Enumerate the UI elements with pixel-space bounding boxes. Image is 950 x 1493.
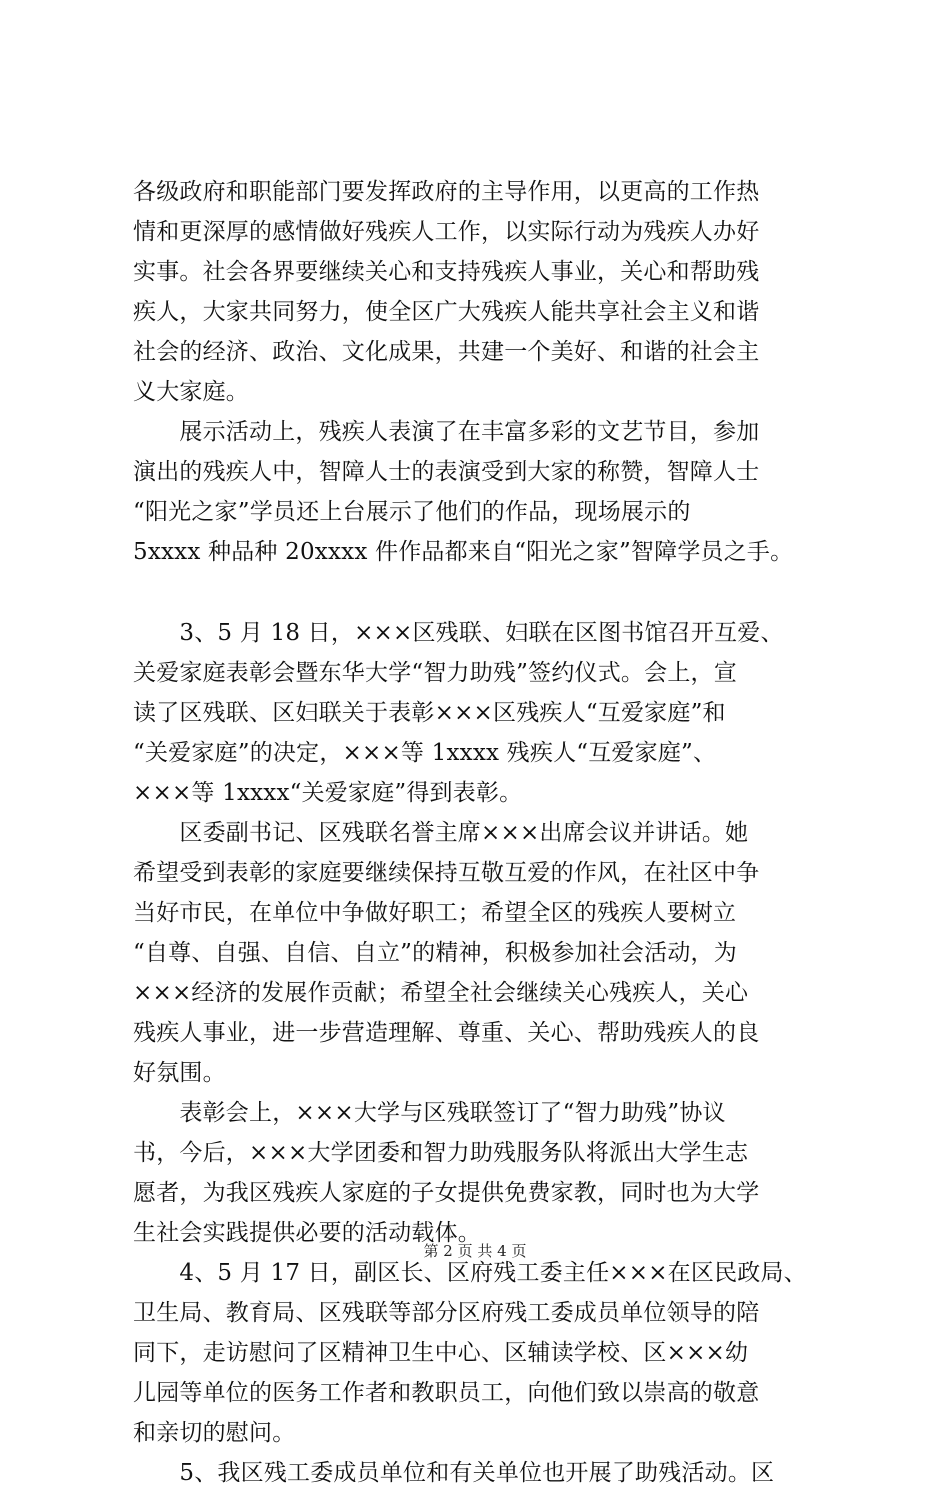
text-line: 4、5 月 17 日，副区长、区府残工委主任×××在区民政局、 bbox=[133, 1260, 807, 1286]
text-line: 和亲切的慰问。 bbox=[133, 1420, 296, 1446]
text-line: 社会的经济、政治、文化成果，共建一个美好、和谐的社会主 bbox=[133, 339, 760, 365]
text-line: ×××经济的发展作贡献；希望全社会继续关心残疾人，关心 bbox=[133, 980, 749, 1006]
text-line: 儿园等单位的医务工作者和教职员工，向他们致以崇高的敬意 bbox=[133, 1380, 760, 1406]
text-line: 希望受到表彰的家庭要继续保持互敬互爱的作风，在社区中争 bbox=[133, 860, 760, 886]
text-line: 演出的残疾人中，智障人士的表演受到大家的称赞，智障人士 bbox=[133, 459, 760, 485]
text-line: 展示活动上，残疾人表演了在丰富多彩的文艺节目，参加 bbox=[133, 419, 760, 445]
text-line: 区委副书记、区残联名誉主席×××出席会议并讲话。她 bbox=[133, 820, 749, 846]
text-line: 各级政府和职能部门要发挥政府的主导作用，以更高的工作热 bbox=[133, 179, 760, 205]
blank-line bbox=[133, 572, 833, 613]
text-line: 5、我区残工委成员单位和有关单位也开展了助残活动。区 bbox=[133, 1460, 775, 1486]
text-line: 当好市民，在单位中争做好职工；希望全区的残疾人要树立 bbox=[133, 900, 737, 926]
text-line: 同下，走访慰问了区精神卫生中心、区辅读学校、区×××幼 bbox=[133, 1340, 749, 1366]
text-line: 疾人，大家共同努力，使全区广大残疾人能共享社会主义和谐 bbox=[133, 299, 760, 325]
text-line: 3、5 月 18 日，×××区残联、妇联在区图书馆召开互爱、 bbox=[133, 620, 784, 646]
text-line: 愿者，为我区残疾人家庭的子女提供免费家教，同时也为大学 bbox=[133, 1180, 760, 1206]
page-number-footer: 第 2 页 共 4 页 bbox=[423, 1242, 527, 1260]
text-line: “关爱家庭”的决定，×××等 1xxxx 残疾人“互爱家庭”、 bbox=[133, 740, 717, 766]
text-line: 情和更深厚的感情做好残疾人工作，以实际行动为残疾人办好 bbox=[133, 219, 760, 245]
text-line: 生社会实践提供必要的活动载体。 bbox=[133, 1220, 481, 1246]
text-line: “阳光之家”学员还上台展示了他们的作品，现场展示的 bbox=[133, 499, 691, 525]
text-line: 表彰会上，×××大学与区残联签订了“智力助残”协议 bbox=[133, 1100, 726, 1126]
text-line: 实事。社会各界要继续关心和支持残疾人事业，关心和帮助残 bbox=[133, 259, 760, 285]
text-line: 好氛围。 bbox=[133, 1060, 226, 1086]
text-line: 读了区残联、区妇联关于表彰×××区残疾人“互爱家庭”和 bbox=[133, 700, 726, 726]
text-line: “自尊、自强、自信、自立”的精神，积极参加社会活动，为 bbox=[133, 940, 737, 966]
text-line: 义大家庭。 bbox=[133, 379, 249, 405]
document-body bbox=[133, 172, 833, 1493]
text-line: 书，今后，×××大学团委和智力助残服务队将派出大学生志 bbox=[133, 1140, 749, 1166]
text-line: 5xxxx 种品种 20xxxx 件作品都来自“阳光之家”智障学员之手。 bbox=[133, 539, 794, 565]
text-line: 残疾人事业，进一步营造理解、尊重、关心、帮助残疾人的良 bbox=[133, 1020, 760, 1046]
text-line: ×××等 1xxxx“关爱家庭”得到表彰。 bbox=[133, 780, 523, 806]
text-line: 卫生局、教育局、区残联等部分区府残工委成员单位领导的陪 bbox=[133, 1300, 760, 1326]
text-line: 关爱家庭表彰会暨东华大学“智力助残”签约仪式。会上，宣 bbox=[133, 660, 737, 686]
